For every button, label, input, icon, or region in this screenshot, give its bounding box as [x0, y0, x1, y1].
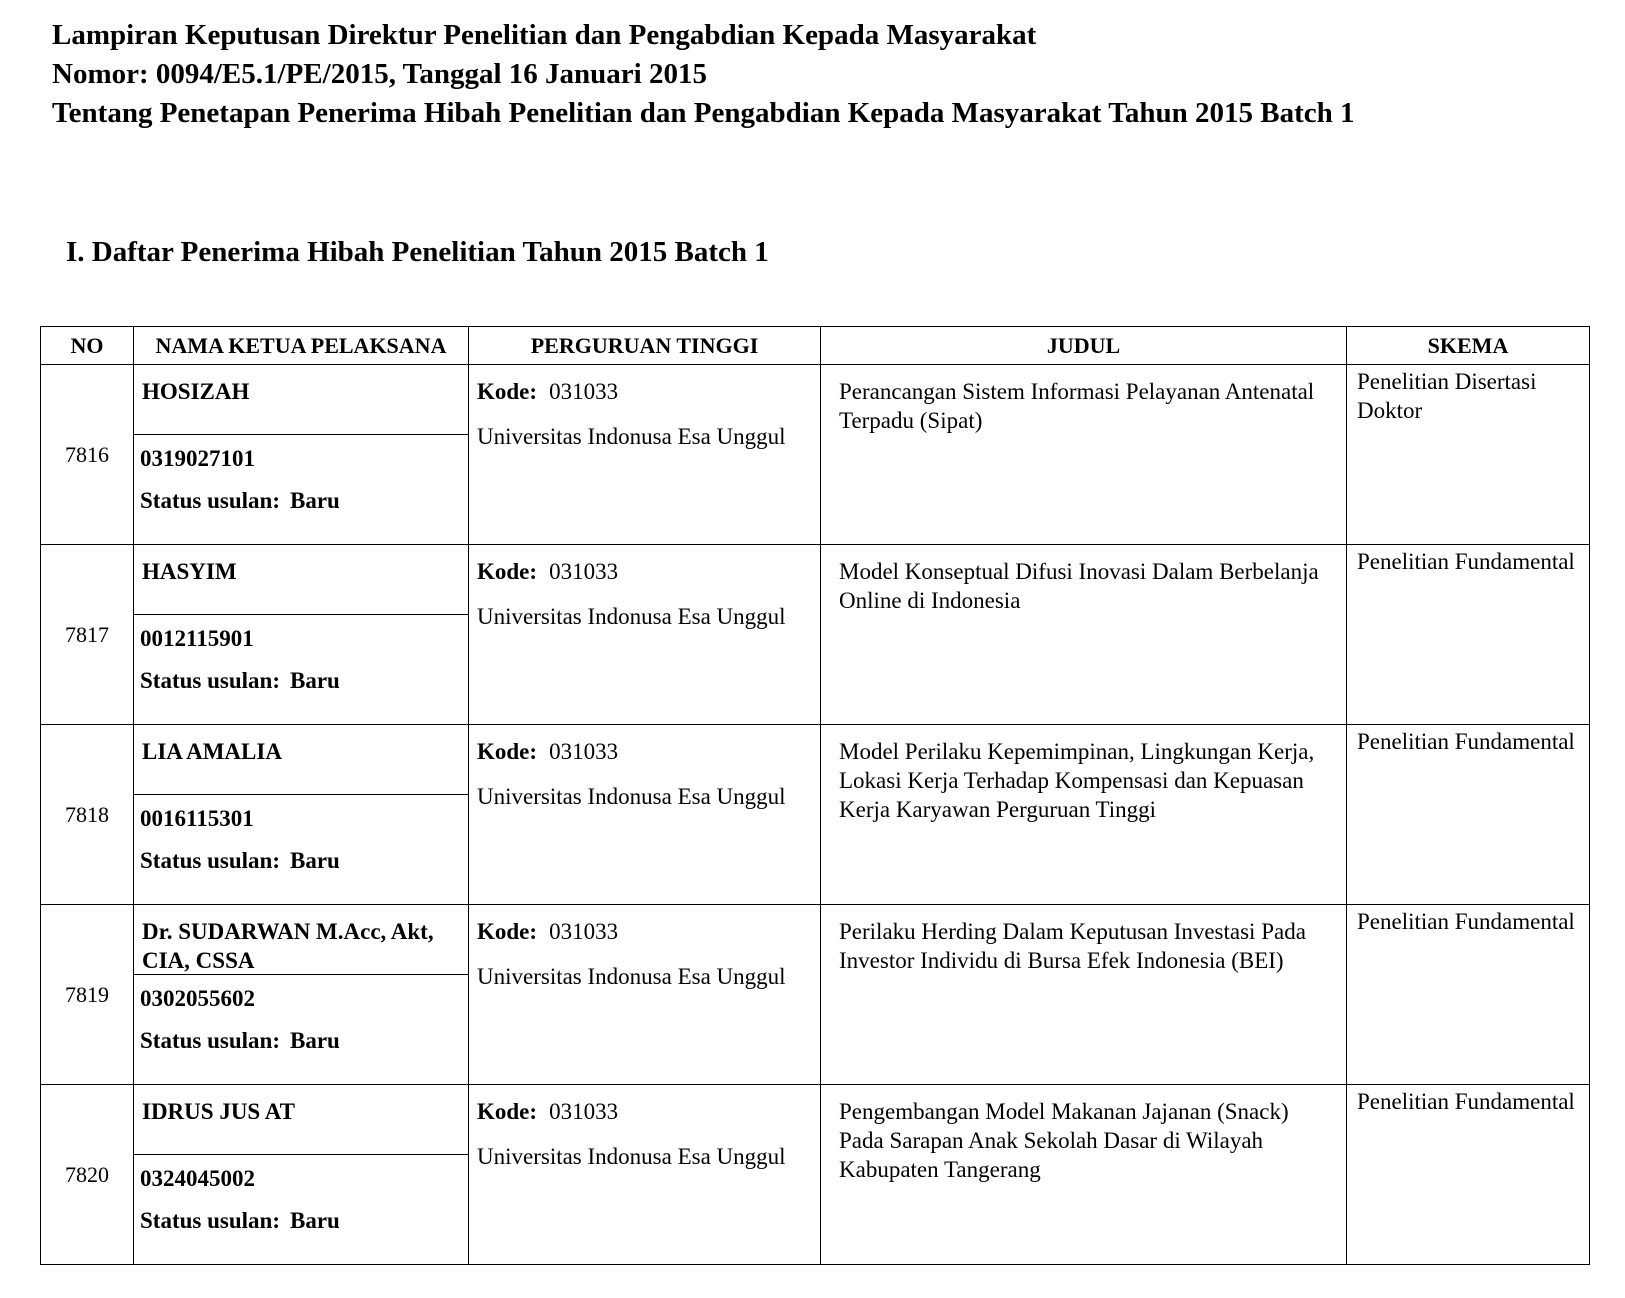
document-header — [52, 16, 1612, 133]
university-cell — [469, 905, 821, 1085]
status-label: Status usulan: — [140, 488, 280, 513]
research-title: Model Konseptual Difusi Inovasi Dalam Berbelanja Online di Indonesia — [821, 545, 1347, 725]
code-label: Kode: — [477, 739, 538, 764]
code-label: Kode: — [477, 559, 538, 584]
column-header-title: JUDUL — [821, 327, 1347, 365]
university-cell — [469, 725, 821, 905]
university-name: Universitas Indonusa Esa Unggul — [477, 964, 786, 989]
leader-cell — [134, 365, 469, 545]
leader-id-number: 0302055602 — [140, 986, 255, 1011]
status-label: Status usulan: — [140, 1208, 280, 1233]
proposal-status — [134, 1013, 468, 1055]
table-header-row — [41, 327, 1590, 365]
leader-cell — [134, 905, 469, 1085]
grant-scheme: Penelitian Fundamental — [1347, 545, 1590, 725]
leader-cell — [134, 1085, 469, 1265]
university-code — [477, 1097, 812, 1127]
leader-name: LIA AMALIA — [134, 725, 468, 795]
leader-name: IDRUS JUS AT — [134, 1085, 468, 1155]
proposal-status — [134, 833, 468, 875]
grant-scheme: Penelitian Fundamental — [1347, 1085, 1590, 1265]
table-row — [41, 545, 1590, 725]
research-title: Perilaku Herding Dalam Keputusan Investasi Pada Investor Individu di Bursa Efek Indonesia (BEI) — [821, 905, 1347, 1085]
proposal-status — [134, 1193, 468, 1235]
column-header-scheme: SKEMA — [1347, 327, 1590, 365]
leader-name: HASYIM — [134, 545, 468, 615]
status-label: Status usulan: — [140, 1028, 280, 1053]
row-number: 7818 — [41, 725, 134, 905]
status-value: Baru — [289, 668, 340, 693]
row-number: 7819 — [41, 905, 134, 1085]
university-name: Universitas Indonusa Esa Unggul — [477, 784, 786, 809]
proposal-status — [134, 653, 468, 695]
code-value: 031033 — [549, 739, 619, 764]
proposal-status — [134, 473, 468, 515]
university-cell — [469, 1085, 821, 1265]
row-number: 7817 — [41, 545, 134, 725]
university-code — [477, 377, 812, 407]
grant-recipients-table — [40, 326, 1590, 1265]
leader-id-number: 0319027101 — [140, 446, 255, 471]
code-value: 031033 — [549, 559, 619, 584]
leader-name: HOSIZAH — [134, 365, 468, 435]
grant-scheme: Penelitian Fundamental — [1347, 905, 1590, 1085]
leader-cell — [134, 725, 469, 905]
code-value: 031033 — [549, 919, 619, 944]
university-name: Universitas Indonusa Esa Unggul — [477, 604, 786, 629]
column-header-leader-name: NAMA KETUA PELAKSANA — [134, 327, 469, 365]
university-code — [477, 917, 812, 947]
leader-cell — [134, 545, 469, 725]
table-row — [41, 1085, 1590, 1265]
code-label: Kode: — [477, 919, 538, 944]
leader-name: Dr. SUDARWAN M.Acc, Akt, CIA, CSSA — [134, 905, 468, 975]
university-name: Universitas Indonusa Esa Unggul — [477, 424, 786, 449]
code-value: 031033 — [549, 1099, 619, 1124]
grant-scheme: Penelitian Fundamental — [1347, 725, 1590, 905]
row-number: 7820 — [41, 1085, 134, 1265]
code-label: Kode: — [477, 379, 538, 404]
research-title: Model Perilaku Kepemimpinan, Lingkungan Kerja, Lokasi Kerja Terhadap Kompensasi dan Kepuasan Kerja Karyawan Perguruan Tinggi — [821, 725, 1347, 905]
university-code — [477, 557, 812, 587]
table-row — [41, 365, 1590, 545]
section-title: I. Daftar Penerima Hibah Penelitian Tahun 2015 Batch 1 — [66, 236, 769, 268]
table-row — [41, 905, 1590, 1085]
status-value: Baru — [289, 1208, 340, 1233]
header-line-3: Tentang Penetapan Penerima Hibah Penelitian dan Pengabdian Kepada Masyarakat Tahun 2015 Batch 1 — [52, 97, 1355, 129]
code-label: Kode: — [477, 1099, 538, 1124]
table-row — [41, 725, 1590, 905]
university-cell — [469, 545, 821, 725]
column-header-university: PERGURUAN TINGGI — [469, 327, 821, 365]
status-label: Status usulan: — [140, 848, 280, 873]
status-value: Baru — [289, 848, 340, 873]
column-header-no: NO — [41, 327, 134, 365]
code-value: 031033 — [549, 379, 619, 404]
grant-scheme: Penelitian Disertasi Doktor — [1347, 365, 1590, 545]
leader-id-number: 0016115301 — [140, 806, 254, 831]
university-name: Universitas Indonusa Esa Unggul — [477, 1144, 786, 1169]
research-title: Pengembangan Model Makanan Jajanan (Snack) Pada Sarapan Anak Sekolah Dasar di Wilayah Kabupaten Tangerang — [821, 1085, 1347, 1265]
leader-id-number: 0324045002 — [140, 1166, 255, 1191]
university-code — [477, 737, 812, 767]
status-value: Baru — [289, 488, 340, 513]
header-line-2: Nomor: 0094/E5.1/PE/2015, Tanggal 16 Januari 2015 — [52, 58, 707, 90]
row-number: 7816 — [41, 365, 134, 545]
status-value: Baru — [289, 1028, 340, 1053]
research-title: Perancangan Sistem Informasi Pelayanan Antenatal Terpadu (Sipat) — [821, 365, 1347, 545]
status-label: Status usulan: — [140, 668, 280, 693]
header-line-1: Lampiran Keputusan Direktur Penelitian dan Pengabdian Kepada Masyarakat — [52, 19, 1037, 51]
university-cell — [469, 365, 821, 545]
leader-id-number: 0012115901 — [140, 626, 254, 651]
